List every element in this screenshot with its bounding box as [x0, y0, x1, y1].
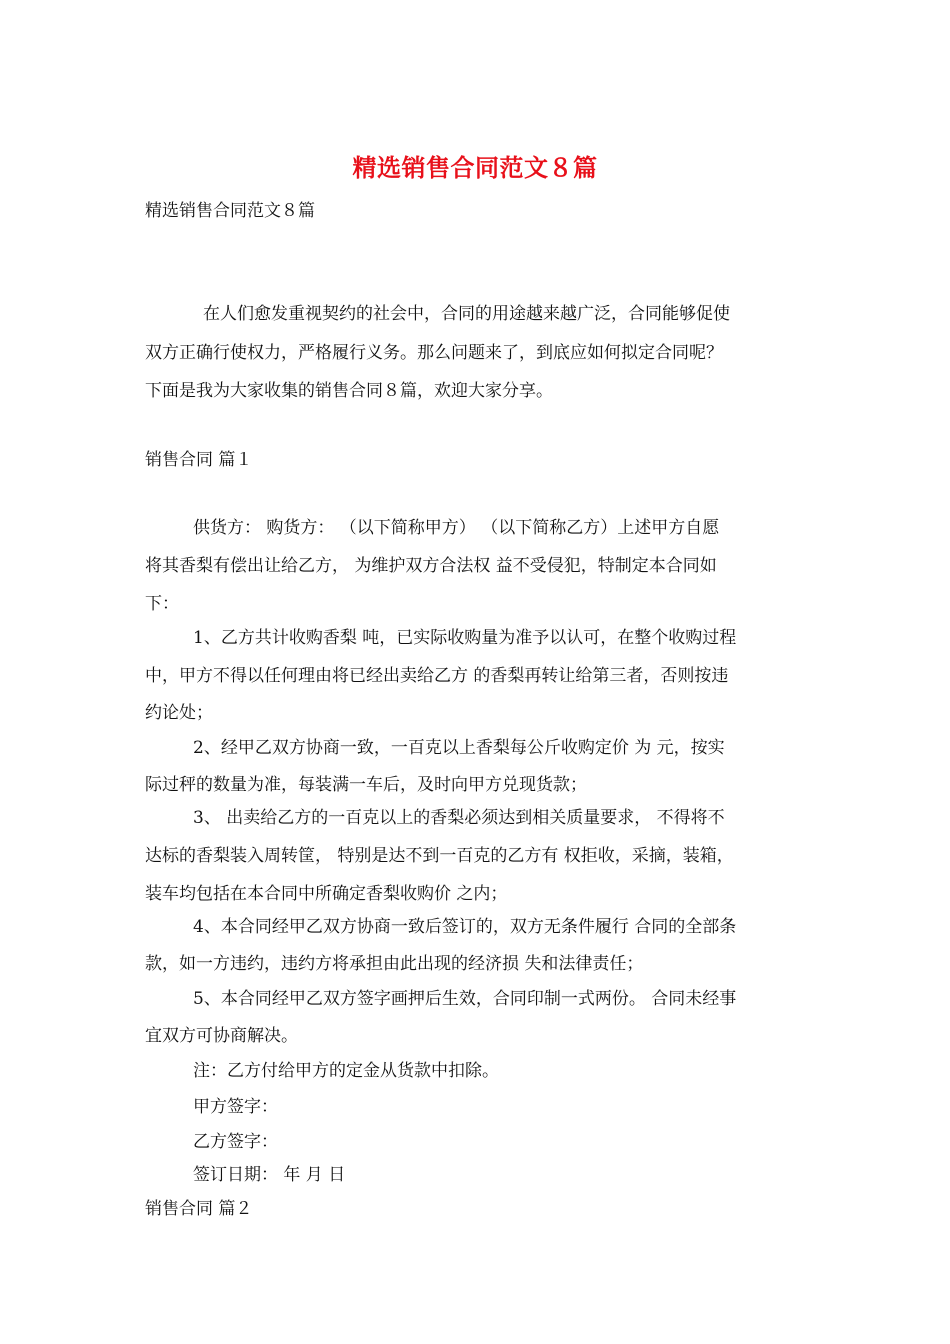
- signing-date: 签订日期： 年 月 日: [193, 1165, 346, 1185]
- clause-3-line-3: 装车均包括在本合同中所确定香梨收购价 之内；: [145, 884, 508, 904]
- section-heading-2: 销售合同 篇２: [145, 1199, 253, 1219]
- intro-line-2: 双方正确行使权力，严格履行义务。那么问题来了，到底应如何拟定合同呢？: [145, 343, 723, 363]
- document-subtitle: 精选销售合同范文８篇: [145, 201, 315, 221]
- party-b-signature: 乙方签字：: [193, 1132, 278, 1152]
- section-heading-1: 销售合同 篇１: [145, 450, 253, 470]
- clause-5-line-1: 5、本合同经甲乙双方签字画押后生效，合同印制一式两份。 合同未经事: [193, 989, 737, 1009]
- parties-line-2: 将其香梨有偿出让给乙方， 为维护双方合法权 益不受侵犯，特制定本合同如: [145, 556, 717, 576]
- clause-3-line-1: 3、 出卖给乙方的一百克以上的香梨必须达到相关质量要求， 不得将不: [193, 808, 725, 828]
- clause-1-line-2: 中，甲方不得以任何理由将已经出卖给乙方 的香梨再转让给第三者，否则按违: [145, 666, 729, 686]
- intro-line-1: 在人们愈发重视契约的社会中，合同的用途越来越广泛，合同能够促使: [203, 304, 730, 324]
- clause-2-line-1: 2、经甲乙双方协商一致，一百克以上香梨每公斤收购定价 为 元，按实: [193, 738, 725, 758]
- note-line: 注：乙方付给甲方的定金从货款中扣除。: [193, 1061, 499, 1081]
- parties-line-3: 下：: [145, 594, 179, 614]
- parties-line-1: 供货方： 购货方： （以下简称甲方） （以下简称乙方）上述甲方自愿: [193, 518, 720, 538]
- clause-5-line-2: 宜双方可协商解决。: [145, 1026, 298, 1046]
- clause-1-line-3: 约论处；: [145, 703, 213, 723]
- clause-4-line-2: 款，如一方违约，违约方将承担由此出现的经济损 失和法律责任；: [145, 954, 644, 974]
- clause-2-line-2: 际过秤的数量为准，每装满一车后，及时向甲方兑现货款；: [145, 775, 587, 795]
- clause-4-line-1: 4、本合同经甲乙双方协商一致后签订的，双方无条件履行 合同的全部条: [193, 917, 737, 937]
- clause-3-line-2: 达标的香梨装入周转筐， 特别是达不到一百克的乙方有 权拒收，采摘，装箱，: [145, 846, 734, 866]
- clause-1-line-1: 1、乙方共计收购香梨 吨，已实际收购量为准予以认可，在整个收购过程: [193, 628, 737, 648]
- intro-line-3: 下面是我为大家收集的销售合同８篇，欢迎大家分享。: [145, 381, 553, 401]
- document-title: 精选销售合同范文８篇: [352, 153, 598, 182]
- party-a-signature: 甲方签字：: [193, 1097, 278, 1117]
